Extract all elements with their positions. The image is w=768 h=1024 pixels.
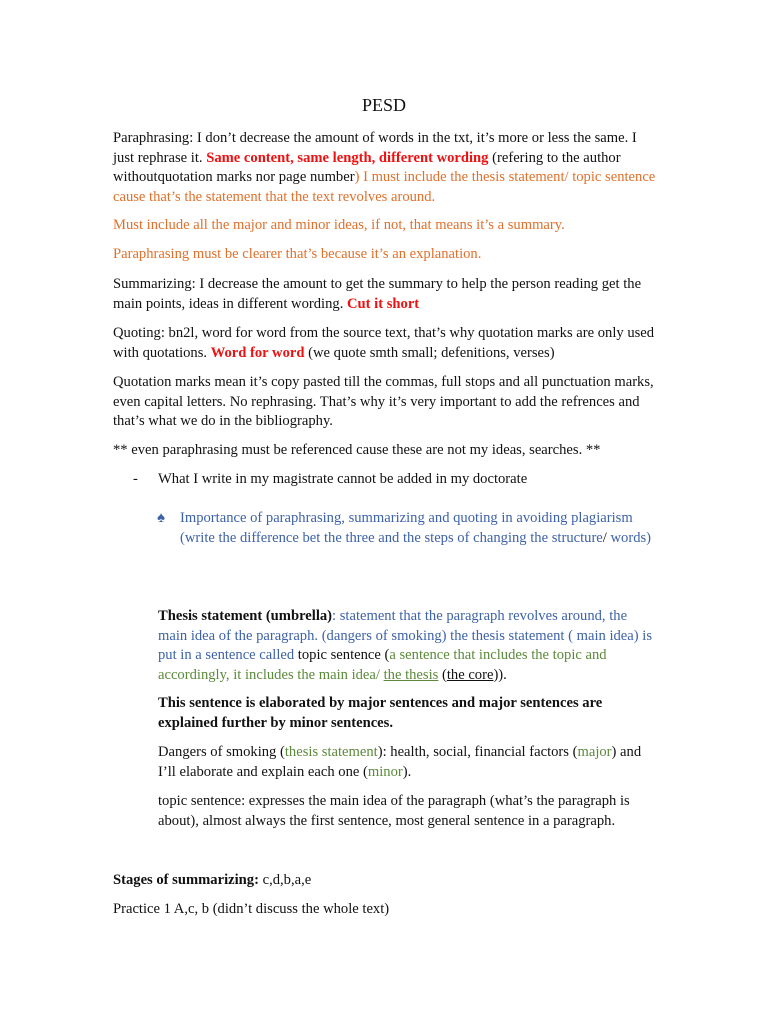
magistrate-list-item: What I write in my magistrate cannot be added in my doctorate [158,471,528,487]
quoting-note: (we quote smth small; defenitions, verses) [304,344,555,361]
quoting-highlight: Word for word [210,344,305,361]
paraphrasing-note: (refering to the author withoutquotation marks nor page number [113,149,621,185]
dangers-paragraph [158,743,658,782]
summarizing-paragraph [113,275,658,314]
thesis-statement-paragraph [158,607,658,685]
dash-bullet: - [133,471,138,487]
importance-text: Importance of paraphrasing, summarizing and quoting in avoiding plagiarism (write the difference bet the three and the steps of changing the structure [180,510,633,546]
dangers-text-a: Dangers of smoking ( [158,744,285,760]
thesis-definition: : statement that the paragraph revolves around, the main idea of the paragraph. (dangers of smoking) the thesis statement ( main idea) is put in a sentence called [158,608,653,663]
paraphrasing-paragraph [113,129,658,207]
topic-sentence-paragraph: topic sentence: expresses the main idea of the paragraph (what’s the paragraph is about), almost always the first sentence, most general sentence in a paragraph. [158,793,630,829]
stages-paragraph [113,871,658,891]
practice-paragraph: Practice 1 A,c, b (didn’t discuss the whole text) [113,901,390,917]
quoting-paragraph [113,324,658,363]
dangers-text-c: ) and I’ll elaborate and explain each one ( [158,744,642,780]
paraphrasing-highlight: Same content, same length, different wording [206,149,489,166]
major-minor-paragraph: Must include all the major and minor ideas, if not, that means it’s a summary. [113,217,565,233]
thesis-label: Thesis statement (umbrella) [158,608,333,624]
dangers-minor: minor [367,763,403,780]
summarizing-text: Summarizing: I decrease the amount to get the summary to help the person reading get the main points, ideas in different wording. [113,276,642,312]
topic-sentence-label: topic sentence ( [297,647,390,663]
topic-sentence-definition: a sentence that includes the topic and accordingly, it includes the main idea/ [158,647,607,683]
importance-tail: words) [606,529,652,546]
clearer-paragraph: Paraphrasing must be clearer that’s because it’s an explanation. [113,246,482,262]
core-close: )). [493,666,507,683]
spade-bullet-icon: ♠ [157,510,165,526]
paraphrasing-text: Paraphrasing: I don’t decrease the amount of words in the txt, it’s more or less the same. I just rephrase it. [113,130,637,166]
dangers-major: major [577,744,612,760]
elaborated-paragraph: This sentence is elaborated by major sentences and major sentences are explained further by minor sentences. [158,695,603,731]
referencing-paragraph: ** even paraphrasing must be referenced cause these are not my ideas, searches. ** [113,442,601,458]
quoting-text: Quoting: bn2l, word for word from the source text, that’s why quotation marks are only used with quotations. [113,325,655,361]
quotation-marks-paragraph: Quotation marks mean it’s copy pasted till the commas, full stops and all punctuation marks, even capital letters. No rephrasing. That’s why it’s very important to add the refrences and that’s what we do in the bibliography. [113,374,654,429]
importance-slash: / [602,529,607,546]
dangers-thesis: thesis statement [284,744,378,760]
paraphrasing-thesis-note: ) I must include the thesis statement/ topic sentence cause that’s the statement that the text revolves around. [113,169,656,205]
core-open: ( [438,666,447,683]
importance-list-item [180,509,658,548]
stages-value: c,d,b,a,e [258,872,312,888]
dangers-text-d: ). [402,763,412,780]
summarizing-highlight: Cut it short [347,295,420,312]
dangers-text-b: ): health, social, financial factors ( [377,744,578,760]
document-title: PESD [361,95,406,115]
the-thesis-link: the thesis [383,666,439,683]
the-core-text: the core [446,666,494,683]
stages-label: Stages of summarizing: [113,872,259,888]
